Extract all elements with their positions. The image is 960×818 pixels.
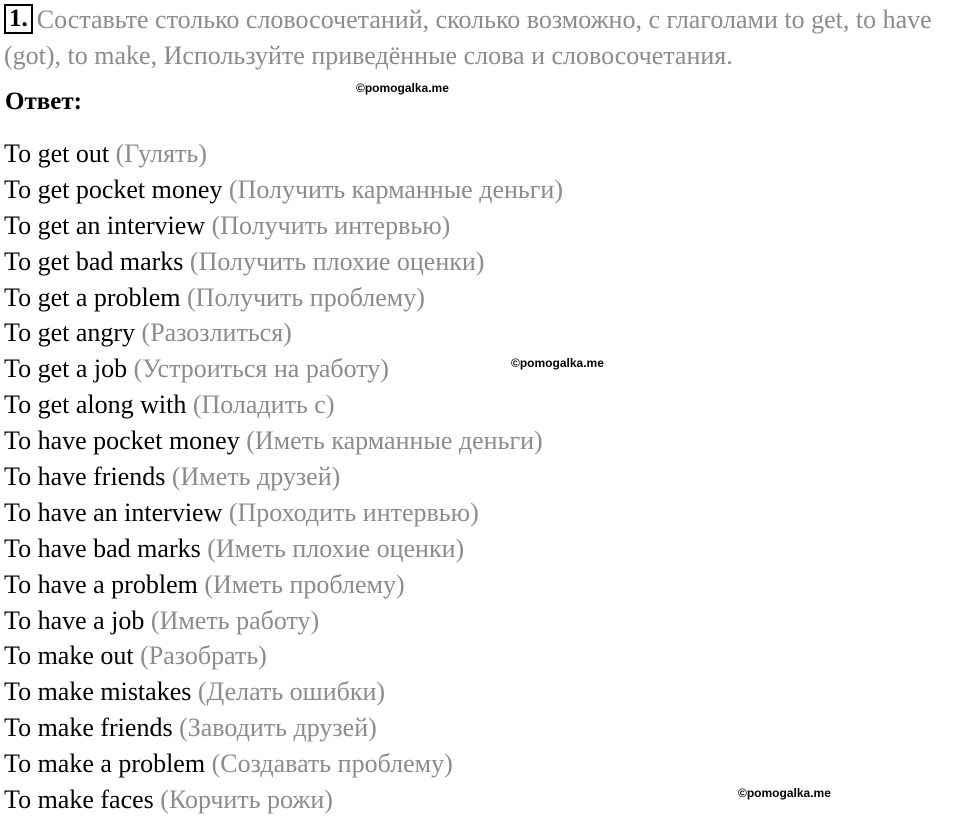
list-item — [4, 674, 563, 710]
phrase: To have bad marks — [4, 533, 201, 563]
phrase: To get an interview — [4, 210, 206, 240]
list-item — [4, 387, 563, 423]
phrase: To get a problem — [4, 282, 181, 312]
phrase: To have friends — [4, 462, 166, 492]
list-item — [4, 172, 563, 208]
phrase: To get angry — [4, 318, 136, 348]
task-number: 1. — [4, 4, 33, 34]
list-item — [4, 423, 563, 459]
list-item — [4, 351, 563, 387]
phrase: To make a problem — [4, 749, 206, 779]
watermark: ©pomogalka.me — [356, 81, 449, 95]
list-item — [4, 459, 563, 495]
translation: (Гулять) — [115, 139, 207, 168]
list-item — [4, 280, 563, 316]
list-item — [4, 710, 563, 746]
list-item — [4, 782, 563, 818]
phrase: To have pocket money — [4, 426, 240, 456]
list-item — [4, 136, 563, 172]
list-item — [4, 244, 563, 280]
translation: (Иметь работу) — [150, 605, 320, 635]
translation: (Получить интервью) — [211, 210, 451, 240]
list-item — [4, 603, 563, 639]
phrase: To get out — [4, 139, 110, 168]
translation: (Заводить друзей) — [179, 713, 377, 743]
list-item — [4, 531, 563, 567]
list-item — [4, 746, 563, 782]
translation: (Иметь проблему) — [204, 569, 405, 599]
list-item — [4, 315, 563, 351]
answer-label: Ответ: — [5, 88, 82, 115]
translation: (Проходить интервью) — [228, 497, 479, 527]
list-item — [4, 567, 563, 603]
translation: (Иметь карманные деньги) — [246, 426, 543, 456]
phrase: To get along with — [4, 390, 187, 420]
watermark: ©pomogalka.me — [511, 356, 604, 370]
translation: (Создавать проблему) — [211, 749, 453, 779]
answer-list — [4, 136, 563, 818]
translation: (Разозлиться) — [141, 318, 292, 348]
translation: (Получить карманные деньги) — [228, 174, 563, 204]
translation: (Делать ошибки) — [197, 677, 386, 707]
translation: (Иметь друзей) — [171, 462, 341, 492]
phrase: To get bad marks — [4, 246, 184, 276]
translation: (Корчить рожи) — [160, 785, 333, 815]
phrase: To make friends — [4, 713, 173, 743]
phrase: To have an interview — [4, 497, 223, 527]
phrase: To get pocket money — [4, 174, 223, 204]
translation: (Устроиться на работу) — [133, 354, 389, 384]
phrase: To have a problem — [4, 569, 198, 599]
list-item — [4, 495, 563, 531]
phrase: To have a job — [4, 605, 145, 635]
phrase: To make out — [4, 641, 134, 671]
phrase: To get a job — [4, 354, 128, 384]
list-item — [4, 638, 563, 674]
translation: (Получить проблему) — [187, 282, 425, 312]
task-text: Составьте столько словосочетаний, сколько возможно, с глаголами to get, to have (got), to make, Используйте приведённые слова и словосочетания. — [4, 5, 932, 70]
translation: (Получить плохие оценки) — [189, 246, 485, 276]
phrase: To make faces — [4, 785, 154, 815]
phrase: To make mistakes — [4, 677, 192, 707]
watermark: ©pomogalka.me — [738, 786, 831, 800]
list-item — [4, 208, 563, 244]
task-statement — [4, 2, 954, 74]
translation: (Поладить с) — [192, 390, 335, 420]
translation: (Разобрать) — [140, 641, 267, 671]
translation: (Иметь плохие оценки) — [207, 533, 465, 563]
